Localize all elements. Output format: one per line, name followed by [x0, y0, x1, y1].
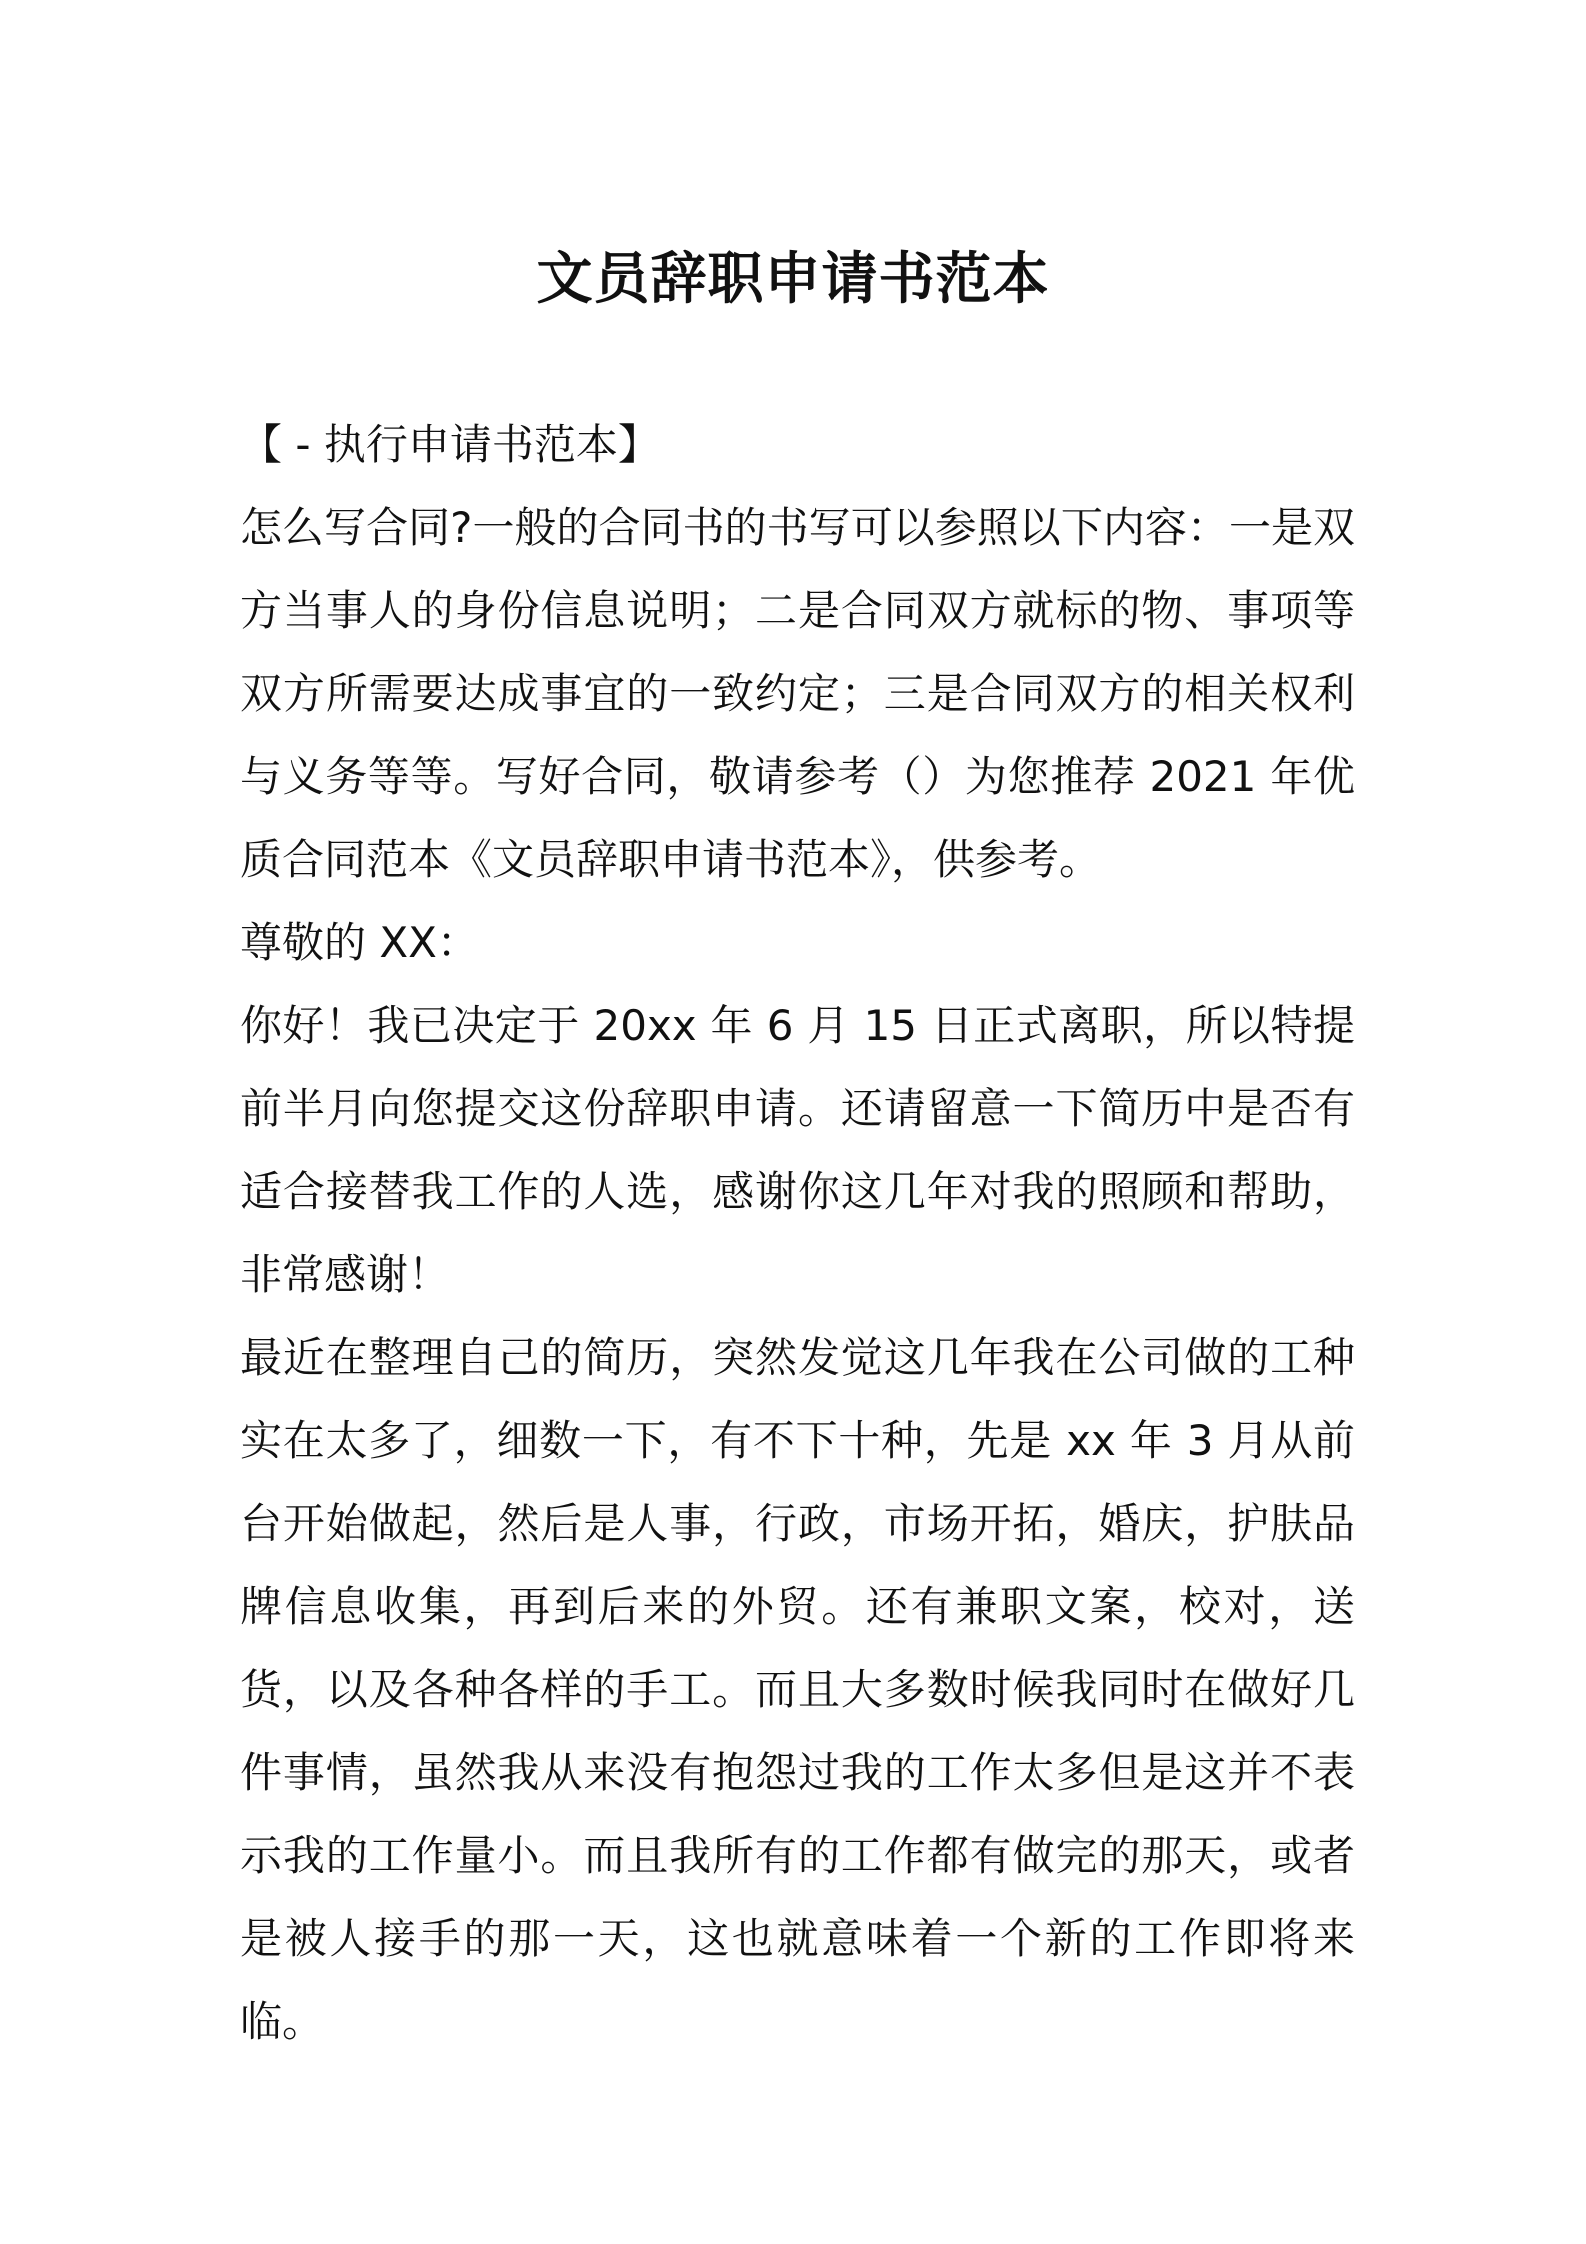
paragraph-resignation: 你好！我已决定于 20xx 年 6 月 15 日正式离职，所以特提前半月向您提交这份辞职申请。还请留意一下简历中是否有适合接替我工作的人选，感谢你这几年对我的照顾和帮助，非常感谢！	[240, 1001, 1355, 1299]
paragraph-intro: 怎么写合同?一般的合同书的书写可以参照以下内容：一是双方当事人的身份信息说明；二是合同双方就标的物、事项等双方所需要达成事宜的一致约定；三是合同双方的相关权利与义务等等。写好合同，敬请参考（）为您推荐 2021 年优质合同范本《文员辞职申请书范本》，供参考。	[240, 503, 1355, 884]
document-body	[240, 403, 1355, 2063]
paragraph-salutation: 尊敬的 XX：	[240, 918, 479, 967]
document-title: 文员辞职申请书范本	[536, 247, 1050, 312]
paragraph-heading: 【 - 执行申请书范本】	[240, 420, 660, 469]
paragraph-work-history: 最近在整理自己的简历，突然发觉这几年我在公司做的工种实在太多了，细数一下，有不下十种，先是 xx 年 3 月从前台开始做起，然后是人事，行政，市场开拓，婚庆，护肤品牌信息收集，再到后来的外贸。还有兼职文案，校对，送货，以及各种各样的手工。而且大多数时候我同时在做好几件事情，虽然我从来没有抱怨过我的工作太多但是这并不表示我的工作量小。而且我所有的工作都有做完的那天，或者是被人接手的那一天，这也就意味着一个新的工作即将来临。	[240, 1333, 1355, 2046]
